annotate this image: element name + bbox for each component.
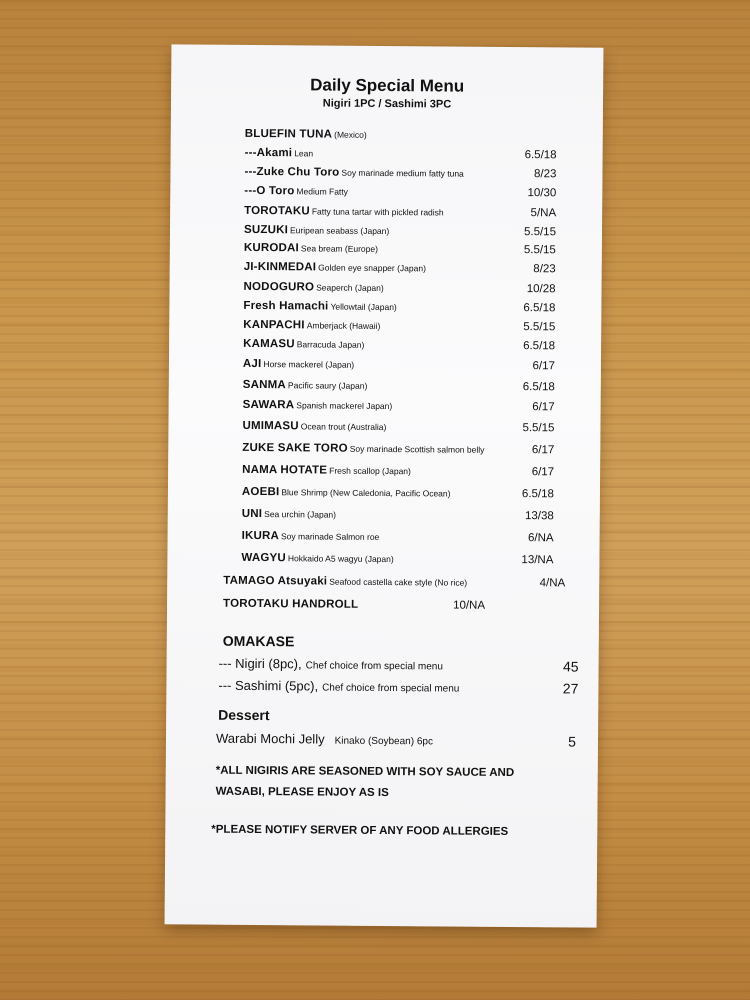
item-price: 10/30 bbox=[527, 187, 557, 200]
item-desc: Soy marinade Scottish salmon belly bbox=[349, 443, 485, 455]
item-desc: Medium Fatty bbox=[296, 186, 348, 197]
item-name: ---O Toro bbox=[244, 184, 295, 198]
menu-item bbox=[243, 299, 556, 320]
item-desc: Golden eye snapper (Japan) bbox=[318, 262, 426, 274]
item-desc: Amberjack (Hawaii) bbox=[306, 320, 381, 331]
item-name: KURODAI bbox=[243, 241, 299, 255]
item-name: IKURA bbox=[241, 529, 280, 543]
item-price: 5.5/15 bbox=[522, 422, 555, 435]
item-desc: Fresh scallop (Japan) bbox=[329, 465, 411, 477]
seasoning-note-line: WASABI, PLEASE ENJOY AS IS bbox=[215, 785, 389, 800]
item-name: Fresh Hamachi bbox=[243, 299, 329, 313]
item-name: NODOGURO bbox=[243, 280, 315, 294]
item-desc: Sea urchin (Japan) bbox=[264, 509, 337, 520]
item-price: 6.5/18 bbox=[522, 381, 555, 394]
item-name: SUZUKI bbox=[243, 223, 289, 237]
item-name: UNI bbox=[241, 507, 263, 521]
menu-item bbox=[241, 551, 554, 572]
item-name: TOROTAKU bbox=[244, 204, 310, 218]
omakase-item bbox=[219, 656, 579, 679]
item-price: 8/23 bbox=[534, 168, 557, 181]
item-price: 6/17 bbox=[532, 360, 555, 373]
item-desc: Yellowtail (Japan) bbox=[330, 301, 397, 313]
item-name: BLUEFIN TUNA bbox=[244, 127, 333, 141]
item-desc: Lean bbox=[294, 148, 314, 159]
item-desc: Euripean seabass (Japan) bbox=[289, 225, 390, 237]
item-desc: Blue Shrimp (New Caledonia, Pacific Ocean) bbox=[281, 487, 451, 499]
menu-item bbox=[243, 358, 553, 378]
item-price: 10/28 bbox=[526, 283, 556, 296]
menu-item bbox=[243, 399, 553, 419]
item-desc: Seafood castella cake style (No rice) bbox=[329, 576, 468, 588]
item-name: --- Sashimi (5pc), bbox=[218, 677, 319, 694]
seasoning-note bbox=[216, 761, 566, 806]
menu-item bbox=[242, 486, 552, 506]
item-name: ZUKE SAKE TORO bbox=[242, 441, 348, 455]
menu-item bbox=[242, 508, 552, 528]
menu-item bbox=[245, 128, 555, 148]
menu-title: Daily Special Menu bbox=[310, 75, 465, 96]
item-desc: Sea bream (Europe) bbox=[300, 243, 378, 254]
menu-item bbox=[223, 574, 566, 596]
item-desc: Pacific saury (Japan) bbox=[287, 380, 368, 391]
menu-card bbox=[165, 44, 604, 927]
item-name: TAMAGO Atsuyaki bbox=[223, 574, 328, 588]
item-price: 5/NA bbox=[530, 207, 557, 220]
item-name: TOROTAKU HANDROLL bbox=[223, 597, 359, 611]
item-name: Warabi Mochi Jelly bbox=[215, 730, 325, 747]
item-price: 6.5/18 bbox=[523, 302, 556, 315]
item-name: WAGYU bbox=[241, 551, 286, 565]
item-desc: Chef choice from special menu bbox=[305, 660, 443, 673]
item-desc: Seaperch (Japan) bbox=[316, 282, 384, 293]
item-price: 6/17 bbox=[532, 401, 555, 414]
item-desc: Kinako (Soybean) 6pc bbox=[334, 735, 434, 748]
item-desc: Spanish mackerel Japan) bbox=[296, 400, 393, 412]
menu-item bbox=[244, 261, 554, 281]
menu-item bbox=[244, 242, 554, 262]
menu-item bbox=[243, 379, 553, 399]
omakase-heading: OMAKASE bbox=[222, 632, 295, 650]
item-name: SAWARA bbox=[242, 398, 295, 412]
item-desc: (Mexico) bbox=[334, 129, 367, 140]
item-price: 27 bbox=[562, 680, 579, 697]
item-name: ---Zuke Chu Toro bbox=[244, 165, 340, 179]
item-name: SANMA bbox=[242, 378, 287, 392]
item-name: KANPACHI bbox=[243, 318, 305, 332]
item-price: 6.5/18 bbox=[521, 488, 554, 501]
item-price: 6/17 bbox=[531, 444, 555, 457]
item-price: 6.5/18 bbox=[524, 149, 557, 162]
item-price: 6/NA bbox=[527, 532, 554, 545]
item-price: 5.5/15 bbox=[523, 244, 556, 257]
item-price: 10/NA bbox=[453, 599, 486, 612]
dessert-item bbox=[216, 731, 576, 754]
menu-item bbox=[243, 280, 556, 301]
omakase-item bbox=[218, 678, 578, 701]
item-price: 13/38 bbox=[524, 510, 554, 523]
menu-item bbox=[243, 223, 557, 244]
item-price: 6/17 bbox=[531, 466, 555, 479]
menu-item bbox=[245, 147, 555, 167]
item-price: 6.5/18 bbox=[523, 340, 556, 353]
menu-item bbox=[243, 337, 556, 358]
item-name: --- Nigiri (8pc), bbox=[218, 655, 302, 672]
item-name: AOEBI bbox=[241, 485, 280, 499]
item-desc: Chef choice from special menu bbox=[322, 682, 460, 695]
item-price: 4/NA bbox=[539, 577, 566, 590]
item-desc: Soy marinade Salmon roe bbox=[280, 531, 380, 542]
menu-item bbox=[242, 530, 552, 550]
menu-item bbox=[244, 165, 557, 186]
menu-item bbox=[242, 463, 555, 484]
menu-item bbox=[242, 441, 555, 462]
item-desc: Ocean trout (Australia) bbox=[300, 421, 387, 433]
item-desc: Horse mackerel (Japan) bbox=[263, 359, 355, 370]
seasoning-note-line: *ALL NIGIRIS ARE SEASONED WITH SOY SAUCE AND bbox=[215, 764, 515, 780]
item-price: 5.5/15 bbox=[523, 226, 557, 239]
item-desc: Soy marinade medium fatty tuna bbox=[341, 167, 464, 179]
item-price: 13/NA bbox=[521, 554, 554, 567]
item-price: 45 bbox=[562, 658, 579, 675]
item-price: 5.5/15 bbox=[523, 321, 556, 334]
item-price: 8/23 bbox=[533, 263, 556, 276]
menu-item bbox=[223, 597, 486, 618]
allergy-note: *PLEASE NOTIFY SERVER OF ANY FOOD ALLERGIES bbox=[211, 823, 509, 838]
menu-item bbox=[243, 318, 556, 339]
item-desc: Barracuda Japan) bbox=[296, 339, 365, 350]
item-price: 5 bbox=[568, 733, 577, 750]
dessert-heading: Dessert bbox=[218, 706, 270, 724]
item-desc: Fatty tuna tartar with pickled radish bbox=[311, 206, 444, 218]
item-desc: Hokkaido A5 wagyu (Japan) bbox=[287, 553, 394, 565]
menu-item bbox=[242, 419, 555, 440]
item-name: JI-KINMEDAI bbox=[243, 260, 317, 274]
menu-subtitle: Nigiri 1PC / Sashimi 3PC bbox=[322, 97, 452, 111]
item-name: UMIMASU bbox=[242, 419, 299, 433]
item-name: ---Akami bbox=[244, 146, 293, 160]
item-name: AJI bbox=[242, 357, 262, 371]
item-name: KAMASU bbox=[243, 337, 295, 351]
item-name: NAMA HOTATE bbox=[242, 463, 328, 477]
menu-item bbox=[244, 184, 557, 205]
menu-item bbox=[244, 204, 557, 225]
